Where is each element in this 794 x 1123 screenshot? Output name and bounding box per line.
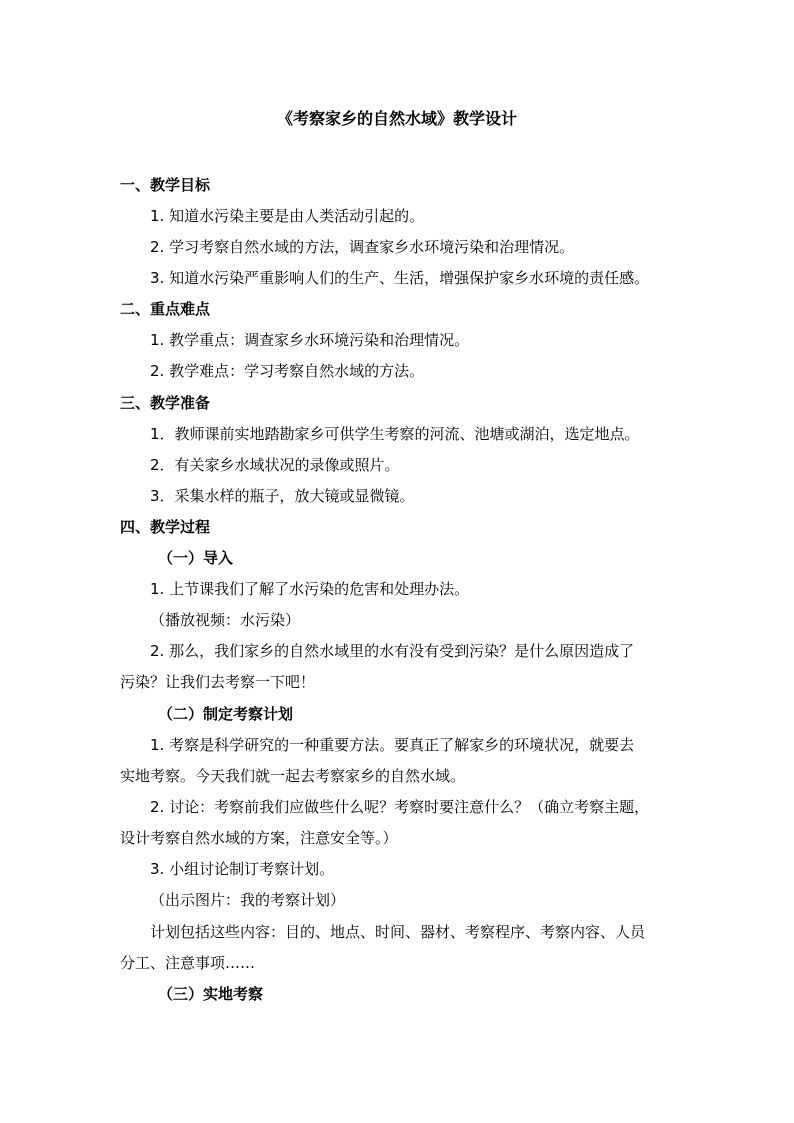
process-paragraph: （播放视频：水污染） bbox=[150, 611, 301, 629]
process-paragraph: 3. 小组讨论制订考察计划。 bbox=[150, 860, 335, 878]
process-paragraph: 2. 那么，我们家乡的自然水域里的水有没有受到污染？是什么原因造成了 bbox=[150, 642, 635, 660]
process-paragraph-continued: 分工、注意事项…… bbox=[120, 954, 256, 972]
subsection-heading-plan: （二）制定考察计划 bbox=[158, 705, 294, 723]
process-paragraph: 2. 讨论：考察前我们应做些什么呢？考察时要注意什么？（确立考察主题， bbox=[150, 798, 650, 816]
process-paragraph: （出示图片：我的考察计划） bbox=[150, 891, 346, 909]
objective-item-2: 2. 学习考察自然水域的方法，调查家乡水环境污染和治理情况。 bbox=[150, 238, 575, 256]
process-paragraph: 计划包括这些内容：目的、地点、时间、器材、考察程序、考察内容、人员 bbox=[150, 923, 646, 941]
section-heading-preparation: 三、教学准备 bbox=[120, 394, 211, 412]
section-heading-process: 四、教学过程 bbox=[120, 518, 211, 536]
key-point-item-2: 2. 教学难点：学习考察自然水域的方法。 bbox=[150, 362, 425, 380]
preparation-item-1: 1．教师课前实地踏勘家乡可供学生考察的河流、池塘或湖泊，选定地点。 bbox=[150, 425, 640, 443]
process-paragraph: 1. 上节课我们了解了水污染的危害和处理办法。 bbox=[150, 580, 470, 598]
objective-item-3: 3. 知道水污染严重影响人们的生产、生活，增强保护家乡水环境的责任感。 bbox=[150, 269, 650, 287]
objective-item-1: 1. 知道水污染主要是由人类活动引起的。 bbox=[150, 207, 425, 225]
subsection-heading-intro: （一）导入 bbox=[158, 549, 234, 567]
section-heading-objectives: 一、教学目标 bbox=[120, 176, 211, 194]
preparation-item-2: 2．有关家乡水域状况的录像或照片。 bbox=[150, 456, 400, 474]
document-title: 《考察家乡的自然水域》教学设计 bbox=[276, 109, 517, 128]
key-point-item-1: 1. 教学重点：调查家乡水环境污染和治理情况。 bbox=[150, 331, 470, 349]
subsection-heading-field-study: （三）实地考察 bbox=[158, 985, 264, 1003]
process-paragraph-continued: 设计考察自然水域的方案，注意安全等。） bbox=[120, 829, 398, 847]
process-paragraph-continued: 实地考察。今天我们就一起去考察家乡的自然水域。 bbox=[120, 767, 466, 785]
preparation-item-3: 3．采集水样的瓶子，放大镜或显微镜。 bbox=[150, 487, 415, 505]
process-paragraph: 1. 考察是科学研究的一种重要方法。要真正了解家乡的环境状况，就要去 bbox=[150, 736, 635, 754]
process-paragraph-continued: 污染？让我们去考察一下吧！ bbox=[120, 673, 316, 691]
section-heading-key-points: 二、重点难点 bbox=[120, 300, 211, 318]
